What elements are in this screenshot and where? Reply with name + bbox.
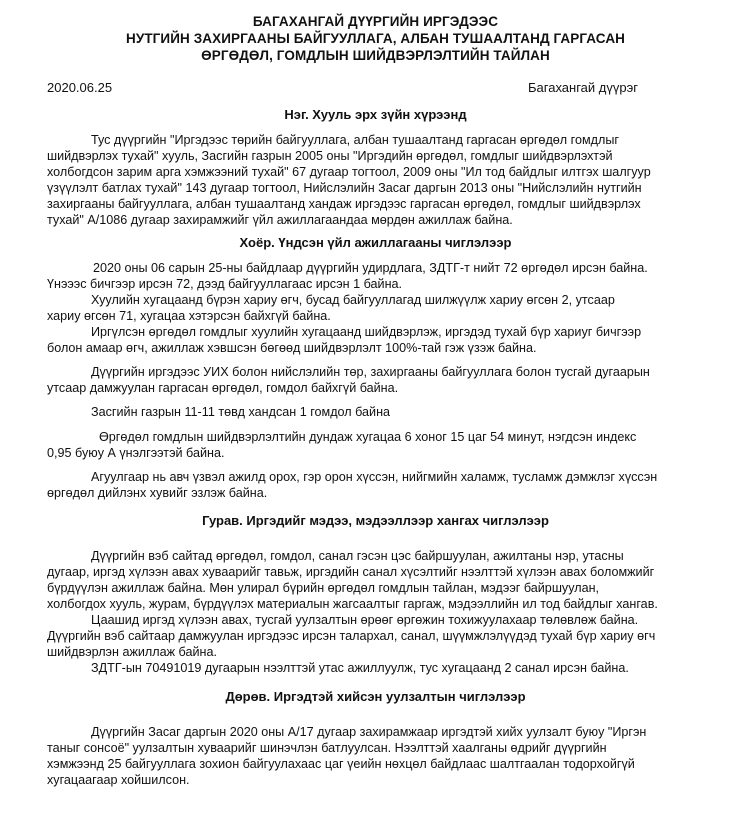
section-three-line: Дүүргийн вэб сайтаар дамжуулан иргэдээс ирсэн талархал, санал, шүүмжлэлүүдэд тухай бүр хариу өгч	[47, 629, 656, 643]
section-one-line: Тус дүүргийн "Иргэдээс төрийн байгууллага, албан тушаалтанд гаргасан өргөдөл гомдлыг	[91, 133, 619, 147]
section-two-line: 0,95 буюу А үнэлгээтэй байна.	[47, 446, 225, 460]
section-two-line: Үнэээс бичгээр ирсэн 72, дээд байгууллагаас ирсэн 1 байна.	[47, 277, 403, 291]
section-four-line: Дүүргийн Засаг даргын 2020 оны А/17 дугаар захирамжаар иргэдтэй хийх уулзалт буюу "Иргэн	[91, 725, 647, 739]
section-heading-three: Гурав. Иргэдийг мэдээ, мэдээллээр хангах чиглэлээр	[202, 513, 549, 528]
section-heading-two: Хоёр. Үндсэн үйл ажиллагааны чиглэлээр	[239, 235, 512, 250]
section-three-line: Дүүргийн вэб сайтад өргөдөл, гомдол, санал гэсэн цэс байршуулан, ажилтаны нэр, утасны	[91, 549, 624, 563]
section-two-line: өргөдөл дийлэнх хувийг эзлэж байна.	[47, 486, 268, 500]
report-title-line-2: НУТГИЙН ЗАХИРГААНЫ БАЙГУУЛЛАГА, АЛБАН ТУШААЛТАНД ГАРГАСАН	[125, 31, 626, 46]
section-two-line: Засгийн газрын 11-11 төвд хандсан 1 гомдол байна	[91, 405, 391, 419]
section-two-line: Дүүргийн иргэдээс УИХ болон нийслэлийн төр, захиргааны байгууллага болон тусгай дугаарын	[91, 365, 650, 379]
report-location: Багахангай дүүрэг	[528, 80, 638, 95]
section-three-line: Цаашид иргэд хүлээн авах, тусгай уулзалтын өрөөг өргөжин тохижуулахаар төлөвлөж байна.	[91, 613, 639, 627]
section-three-line: ЗДТГ-ын 70491019 дугаарын нээлттэй утас ажиллуулж, тус хугацаанд 2 санал ирсэн байна.	[91, 661, 629, 675]
section-one-line: холбогдсон зарим арга хэмжээний тухай" 67 дугаар тогтоол, 2009 оны "Ил тод байдлыг илтгэх шалгуур	[47, 165, 651, 179]
section-two-line: 2020 оны 06 сарын 25-ны байдлаар дүүргийн удирдлага, ЗДТГ-т нийт 72 өргөдөл ирсэн байна.	[93, 261, 648, 275]
section-one-line: үзүүлэлт батлах тухай" 143 дугаар тогтоол, Нийслэлийн Засаг даргын 2013 оны "Нийслэлийн нутгийн	[47, 181, 642, 195]
section-two-line: болон амаар өгч, ажиллаж хэвшсэн бөгөөд шийдвэрлэлт 100%-тай гэж үзэж байна.	[47, 341, 537, 355]
report-date: 2020.06.25	[47, 80, 113, 95]
section-one-line: шийдвэрлэх тухай" хууль, Засгийн газрын 2005 оны "Иргэдийн өргөдөл, гомдлыг шийдвэрлэхтэй	[47, 149, 613, 163]
section-heading-four: Дөрөв. Иргэдтэй хийсэн уулзалтын чиглэлээр	[225, 689, 526, 704]
section-two-line: утсаар дамжуулан гаргасан өргөдөл, гомдол байхгүй байна.	[47, 381, 399, 395]
section-two-line: Иргүлсэн өргөдөл гомдлыг хуулийн хугацаанд шийдвэрлэж, иргэдэд тухай бүр хариуг бичгээр	[91, 325, 642, 339]
section-one-line: захиргааны байгууллага, албан тушаалтанд хандаж иргэдээс гаргасан өргөдөл, гомдлыг шийдвэрлэх	[47, 197, 641, 211]
section-three-line: дугаар, иргэд хүлээн авах хуваарийг тавьж, иргэдийн санал хүсэлтийг нээлттэй хүлээн авах боломжийг	[47, 565, 655, 579]
section-three-line: бүрдүүлэн ажиллаж байна. Мөн улирал бүрийн өргөдөл гомдлын тайлан, мэдээг байршуулан,	[47, 581, 600, 595]
section-two-line: Өргөдөл гомдлын шийдвэрлэлтийн дундаж хугацаа 6 хоног 15 цаг 54 минут, нэгдсэн индекс	[99, 430, 637, 444]
section-four-line: хугацаагаар хойшилсон.	[47, 773, 190, 787]
section-four-line: хэмжээнд 25 байгууллага зохион байгуулахаас цаг үеийн нөхцөл байдлаас шалтгаалан тодорхойгүй	[47, 757, 635, 771]
section-one-line: тухай" А/1086 дугаар захирамжийг үйл ажиллагаандаа мөрдөн ажиллаж байна.	[47, 213, 513, 227]
section-two-line: хариу өгсөн 71, хугацаа хэтэрсэн байхгүй байна.	[47, 309, 331, 323]
section-four-line: таныг сонсоё" уулзалтын хуваарийг шинэчлэн батлуулсан. Нээлттэй хаалганы өдрийг дүүргийн	[47, 741, 607, 755]
report-title-line-3: ӨРГӨДӨЛ, ГОМДЛЫН ШИЙДВЭРЛЭЛТИЙН ТАЙЛАН	[201, 48, 550, 63]
section-heading-one: Нэг. Хууль эрх зүйн хүрээнд	[284, 107, 467, 122]
section-three-line: шийдвэрлэн ажиллаж байна.	[47, 645, 217, 659]
section-three-line: холбогдох хууль, журам, бүрдүүлэх материалын жагсаалтыг гаргаж, мэдээллийн ил тод байдлыг хангав.	[47, 597, 658, 611]
report-title-line-1: БАГАХАНГАЙ ДҮҮРГИЙН ИРГЭДЭЭС	[252, 14, 499, 29]
section-two-line: Агуулгаар нь авч үзвэл ажилд орох, гэр орон хүссэн, нийгмийн халамж, тусламж дэмжлэг хүссэн	[91, 470, 658, 484]
section-two-line: Хуулийн хугацаанд бүрэн хариу өгч, бусад байгууллагад шилжүүлж хариу өгсөн 2, утсаар	[91, 293, 615, 307]
